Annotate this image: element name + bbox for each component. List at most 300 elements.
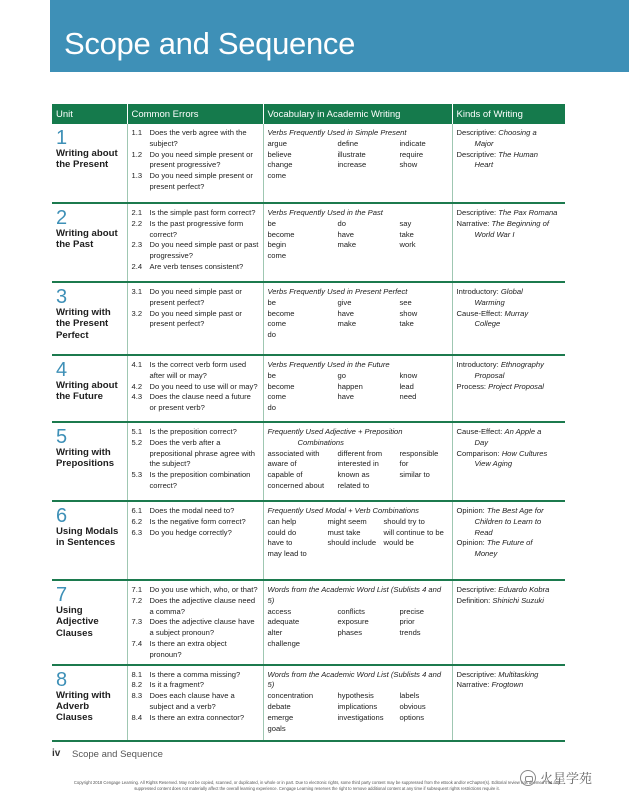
wechat-icon — [520, 770, 536, 786]
error-number: 2.1 — [131, 208, 143, 217]
vocabulary-word: argue — [267, 138, 287, 148]
errors-cell — [127, 355, 263, 422]
vocabulary-word: have — [337, 308, 354, 318]
error-item — [132, 691, 259, 713]
writing-kind — [457, 287, 562, 309]
vocabulary-word — [400, 724, 450, 735]
writing-kind — [457, 208, 562, 219]
vocabulary-word: challenge — [267, 638, 301, 648]
vocabulary-words — [268, 298, 448, 341]
error-number: 8.2 — [131, 680, 143, 690]
error-item — [132, 596, 259, 618]
vocabulary-word: show — [399, 308, 418, 318]
writing-kind-title: Ethnography — [500, 360, 544, 369]
vocabulary-word: could do — [267, 527, 297, 537]
error-text: Do you use which, who, or that? — [149, 585, 258, 594]
error-item — [132, 392, 259, 414]
unit-cell — [52, 124, 127, 203]
writing-kind-title-cont: Heart — [474, 160, 494, 170]
vocabulary-word: would be — [383, 538, 414, 548]
vocabulary-word: happen — [337, 381, 363, 391]
vocabulary-word: make — [337, 319, 357, 329]
writing-kind-label: Descriptive: — [456, 585, 497, 594]
vocabulary-word: for — [399, 459, 409, 469]
errors-cell — [127, 282, 263, 355]
error-item — [132, 617, 259, 639]
error-item — [132, 427, 259, 438]
vocabulary-word: lead — [399, 381, 414, 391]
vocabulary-word: different from — [337, 448, 383, 458]
writing-kind-title-cont: View Aging — [474, 459, 513, 469]
vocabulary-word: aware of — [267, 459, 297, 469]
vocabulary-word — [400, 639, 450, 650]
writing-kind-title: Murray — [504, 308, 529, 318]
writing-kind-title: How Cultures — [501, 448, 548, 458]
page-title: Scope and Sequence — [64, 26, 356, 61]
vocabulary-cell — [263, 665, 452, 741]
vocabulary-word — [338, 171, 400, 182]
writing-kind-title: Project Proposal — [488, 381, 544, 391]
errors-cell — [127, 665, 263, 741]
vocabulary-word — [400, 251, 450, 262]
vocabulary-word — [400, 330, 450, 341]
writing-kind — [457, 538, 562, 560]
column-header-errors: Common Errors — [127, 104, 263, 124]
unit-cell — [52, 665, 127, 741]
kinds-cell — [452, 282, 565, 355]
vocabulary-word: need — [399, 392, 417, 402]
error-text: Do you need to use will or may? — [149, 381, 258, 391]
error-text: Does the verb after a prepositional phrase agree with the subject? — [149, 437, 256, 469]
error-item — [132, 360, 259, 382]
vocabulary-word: come — [267, 171, 287, 181]
vocabulary-cell — [263, 422, 452, 501]
error-text: Is the past progressive form correct? — [149, 218, 244, 239]
error-number: 4.3 — [131, 392, 143, 402]
vocabulary-word: prior — [399, 617, 415, 627]
writing-kind-title-cont: Proposal — [474, 370, 505, 380]
watermark — [520, 768, 592, 787]
unit-cell — [52, 355, 127, 422]
vocabulary-word — [338, 330, 400, 341]
error-item — [132, 470, 259, 492]
error-number: 8.3 — [131, 691, 143, 701]
error-number: 8.4 — [131, 712, 143, 722]
vocabulary-word: require — [399, 149, 424, 159]
vocabulary-words — [268, 371, 448, 414]
table-row — [52, 355, 565, 422]
kinds-cell — [452, 422, 565, 501]
unit-cell — [52, 203, 127, 282]
writing-kind-label: Comparison: — [456, 448, 500, 458]
writing-kind — [457, 427, 562, 449]
unit-title: Using Adjective Clauses — [56, 605, 99, 639]
error-number: 2.2 — [131, 218, 143, 228]
unit-cell — [52, 580, 127, 665]
vocabulary-word: have to — [267, 538, 293, 548]
vocabulary-word: come — [267, 251, 287, 261]
vocabulary-word: illustrate — [337, 149, 366, 159]
writing-kind-title-cont: College — [474, 319, 501, 329]
column-header-unit: Unit — [52, 104, 127, 124]
vocabulary-word: be — [267, 297, 276, 307]
error-text: Do you need simple past or past progressive? — [149, 240, 259, 261]
error-item — [132, 309, 259, 331]
error-number: 5.3 — [131, 470, 143, 480]
vocabulary-word: will continue to be — [383, 527, 444, 537]
vocabulary-word: make — [337, 240, 357, 250]
error-number: 6.3 — [131, 527, 143, 537]
vocabulary-word: give — [337, 297, 352, 307]
error-text: Does the adjective clause need a comma? — [149, 595, 256, 616]
vocabulary-words — [268, 517, 448, 560]
vocabulary-word: related to — [337, 480, 370, 490]
vocabulary-word: have — [337, 229, 354, 239]
page-number: iv — [52, 748, 61, 759]
table-row — [52, 422, 565, 501]
vocabulary-word: believe — [267, 149, 292, 159]
vocabulary-word: see — [399, 297, 412, 307]
error-item — [132, 585, 259, 596]
error-text: Does the verb agree with the subject? — [149, 128, 247, 148]
vocabulary-word: become — [267, 381, 295, 391]
error-item — [132, 713, 259, 724]
writing-kind-label: Process: — [456, 381, 487, 391]
error-item — [132, 528, 259, 539]
writing-kind-title: The Pax Romana — [498, 208, 558, 217]
vocabulary-word: define — [337, 138, 359, 148]
vocabulary-word: must take — [327, 527, 361, 537]
vocabulary-word: responsible — [399, 448, 439, 458]
unit-number: 3 — [56, 286, 68, 308]
error-number: 3.2 — [131, 308, 143, 318]
writing-kind — [457, 449, 562, 471]
unit-title: Writing with Prepositions — [56, 447, 115, 470]
error-number: 6.1 — [131, 506, 143, 515]
unit-title: Writing with Adverb Clauses — [56, 689, 111, 724]
vocabulary-cell — [263, 124, 452, 203]
writing-kind — [457, 309, 562, 331]
writing-kind-title-cont: Warming — [474, 297, 505, 307]
writing-kind-label: Descriptive: — [456, 669, 497, 679]
vocabulary-word: alter — [267, 628, 283, 638]
vocabulary-word — [384, 549, 450, 560]
writing-kind-title: An Apple a — [504, 427, 542, 436]
unit-number: 4 — [56, 359, 68, 381]
kinds-cell — [452, 665, 565, 741]
vocabulary-cell — [263, 203, 452, 282]
vocabulary-word: should try to — [383, 516, 425, 526]
error-text: Is the correct verb form used after will or may? — [149, 360, 247, 380]
error-number: 2.4 — [131, 261, 143, 271]
error-item — [132, 506, 259, 517]
vocabulary-words — [268, 219, 448, 262]
error-text: Does the modal need to? — [149, 506, 235, 515]
vocabulary-word: be — [267, 370, 276, 380]
vocabulary-word: know — [399, 370, 418, 380]
vocabulary-word — [400, 171, 450, 182]
unit-title: Writing about the Future — [56, 380, 118, 403]
vocabulary-word: come — [267, 319, 287, 329]
footer-section-title: Scope and Sequence — [72, 749, 163, 760]
column-header-kinds: Kinds of Writing — [452, 104, 565, 124]
vocabulary-word: investigations — [337, 712, 384, 722]
error-item — [132, 240, 259, 262]
vocabulary-heading: Verbs Frequently Used in the Past — [267, 208, 383, 217]
errors-cell — [127, 124, 263, 203]
vocabulary-cell — [263, 501, 452, 580]
vocabulary-word — [400, 481, 450, 492]
vocabulary-word: take — [399, 319, 414, 329]
error-number: 2.3 — [131, 240, 143, 250]
vocabulary-word: be — [267, 218, 276, 228]
error-number: 5.2 — [131, 437, 143, 447]
vocabulary-word: do — [267, 330, 276, 340]
table-row — [52, 203, 565, 282]
error-number: 3.1 — [131, 287, 143, 296]
writing-kind-title: The Beginning of — [491, 218, 549, 228]
vocabulary-word — [338, 251, 400, 262]
vocabulary-heading: Verbs Frequently Used in the Future — [267, 360, 390, 369]
error-item — [132, 262, 259, 273]
vocabulary-word: similar to — [399, 470, 430, 480]
vocabulary-word — [338, 403, 400, 414]
vocabulary-word: begin — [267, 240, 287, 250]
vocabulary-words — [268, 691, 448, 734]
vocabulary-word: interested in — [337, 459, 379, 469]
error-text: Is it a fragment? — [149, 680, 204, 690]
vocabulary-word: capable of — [267, 470, 303, 480]
error-item — [132, 208, 259, 219]
error-item — [132, 670, 259, 681]
writing-kind-label: Descriptive: — [456, 208, 497, 217]
writing-kind-title-cont: World War I — [474, 229, 515, 239]
error-number: 4.2 — [131, 381, 143, 391]
unit-title: Writing with the Present Perfect — [56, 307, 111, 341]
error-text: Do you need simple present or present progressive? — [149, 149, 253, 170]
errors-cell — [127, 580, 263, 665]
vocabulary-word: known as — [337, 470, 370, 480]
writing-kind-label: Narrative: — [456, 218, 490, 228]
writing-kind-title-cont: Children to Learn to Read — [474, 516, 542, 537]
unit-title: Writing about the Past — [56, 228, 118, 251]
writing-kind-title: The Human — [498, 149, 538, 159]
vocabulary-word: might seem — [327, 516, 367, 526]
vocabulary-heading: Frequently Used Adjective + Preposition — [267, 427, 403, 436]
vocabulary-word: associated with — [267, 448, 320, 458]
table-row — [52, 665, 565, 741]
vocabulary-word: hypothesis — [337, 691, 374, 701]
error-text: Is there a comma missing? — [149, 669, 241, 679]
error-number: 1.1 — [131, 128, 143, 137]
writing-kind-label: Introductory: — [456, 287, 499, 296]
table-row — [52, 282, 565, 355]
error-text: Do you need simple present or present perfect? — [149, 171, 253, 191]
errors-cell — [127, 422, 263, 501]
writing-kind-label: Definition: — [456, 595, 491, 605]
writing-kind-label: Opinion: — [456, 506, 485, 515]
kinds-cell — [452, 203, 565, 282]
error-number: 6.2 — [131, 516, 143, 526]
table-header-row — [52, 104, 565, 124]
vocabulary-word: should include — [327, 538, 377, 548]
vocabulary-word: become — [267, 229, 295, 239]
table-row — [52, 580, 565, 665]
vocabulary-word: take — [399, 229, 414, 239]
writing-kind — [457, 680, 562, 691]
writing-kind-title: The Future of — [486, 538, 533, 548]
watermark-text: 火星学苑 — [540, 771, 593, 786]
error-item — [132, 128, 259, 150]
kinds-cell — [452, 501, 565, 580]
vocabulary-word: trends — [399, 628, 421, 638]
writing-kind-title-cont: Money — [474, 549, 498, 559]
writing-kind — [457, 670, 562, 681]
header-banner — [50, 0, 629, 72]
error-number: 8.1 — [131, 669, 143, 679]
vocabulary-word — [338, 724, 400, 735]
writing-kind — [457, 128, 562, 150]
vocabulary-words — [268, 139, 448, 182]
vocabulary-word — [338, 639, 400, 650]
error-number: 7.2 — [131, 595, 143, 605]
vocabulary-cell — [263, 355, 452, 422]
scope-sequence-table — [52, 104, 565, 742]
vocabulary-word: show — [399, 160, 418, 170]
vocabulary-word: emerge — [267, 712, 294, 722]
vocabulary-word: go — [337, 370, 346, 380]
vocabulary-word: change — [267, 160, 293, 170]
unit-title: Using Modals in Sentences — [56, 526, 119, 549]
writing-kind — [457, 506, 562, 538]
copyright-notice: Copyright 2018 Cengage Learning. All Rights Reserved. May not be copied, scanned, or duplicated, in whole or in part. Due to electronic rights, some third party content may be suppressed from the eBook and/or eChapter(s). Editorial review has deemed that any suppressed content does not materially affect the overall learning experience. Cengage Learning reserves the right to remove additional content at any time if subsequent rights restrictions require it. — [73, 780, 561, 791]
writing-kind — [457, 219, 562, 241]
writing-kind — [457, 596, 562, 607]
writing-kind — [457, 360, 562, 382]
vocabulary-words — [268, 449, 448, 492]
errors-cell — [127, 203, 263, 282]
vocabulary-word: may lead to — [267, 549, 307, 559]
vocabulary-word: have — [337, 392, 354, 402]
error-number: 7.1 — [131, 585, 143, 594]
kinds-cell — [452, 124, 565, 203]
writing-kind-title: Frogtown — [491, 680, 524, 690]
vocabulary-word: say — [399, 218, 412, 228]
error-item — [132, 680, 259, 691]
vocabulary-word: come — [267, 392, 287, 402]
error-number: 4.1 — [131, 360, 143, 369]
vocabulary-word: do — [267, 403, 276, 413]
error-text: Does the clause need a future or present verb? — [149, 392, 251, 413]
vocabulary-word: debate — [267, 701, 291, 711]
kinds-cell — [452, 580, 565, 665]
writing-kind — [457, 382, 562, 393]
error-number: 7.3 — [131, 617, 143, 627]
error-number: 5.1 — [131, 427, 143, 436]
unit-number: 2 — [56, 207, 68, 229]
vocabulary-heading: Verbs Frequently Used in Simple Present — [267, 128, 407, 137]
writing-kind-title-cont: Day — [474, 437, 489, 447]
error-item — [132, 438, 259, 470]
error-text: Does each clause have a subject and a verb? — [149, 691, 235, 711]
writing-kind-label: Narrative: — [456, 680, 490, 690]
unit-cell — [52, 282, 127, 355]
vocabulary-word: can help — [267, 516, 297, 526]
error-text: Do you hedge correctly? — [149, 527, 232, 537]
writing-kind-label: Descriptive: — [456, 128, 497, 137]
error-item — [132, 171, 259, 193]
vocabulary-cell — [263, 580, 452, 665]
vocabulary-words — [268, 607, 448, 650]
vocabulary-word: precise — [399, 606, 424, 616]
vocabulary-word: work — [399, 240, 416, 250]
unit-cell — [52, 422, 127, 501]
column-header-vocabulary: Vocabulary in Academic Writing — [263, 104, 452, 124]
errors-cell — [127, 501, 263, 580]
error-text: Is the preposition correct? — [149, 427, 237, 436]
vocabulary-word: concerned about — [267, 480, 325, 490]
vocabulary-heading: Words from the Academic Word List (Sublists 4 and 5) — [267, 669, 442, 690]
vocabulary-word: concentration — [267, 691, 314, 701]
error-item — [132, 382, 259, 393]
unit-cell — [52, 501, 127, 580]
writing-kind-title: Global — [500, 287, 523, 296]
writing-kind — [457, 585, 562, 596]
error-text: Does the adjective clause have a subject pronoun? — [149, 617, 255, 638]
error-number: 7.4 — [131, 638, 143, 648]
vocabulary-word: conflicts — [337, 606, 365, 616]
writing-kind-title: Multitasking — [498, 669, 539, 679]
vocabulary-word: exposure — [337, 617, 369, 627]
error-text: Do you need simple past or present perfect? — [149, 308, 242, 329]
vocabulary-heading-cont: Combinations — [297, 437, 344, 447]
error-text: Is there an extra connector? — [149, 712, 245, 722]
vocabulary-word: do — [337, 218, 346, 228]
error-number: 1.2 — [131, 149, 143, 159]
writing-kind-label: Introductory: — [456, 360, 499, 369]
vocabulary-word — [400, 403, 450, 414]
writing-kind-title: Choosing a — [498, 128, 537, 137]
writing-kind-label: Descriptive: — [456, 149, 497, 159]
table-row — [52, 124, 565, 203]
unit-number: 5 — [56, 426, 68, 448]
kinds-cell — [452, 355, 565, 422]
vocabulary-word — [328, 549, 384, 560]
unit-number: 6 — [56, 505, 68, 527]
error-text: Is the preposition combination correct? — [149, 470, 251, 490]
writing-kind-title: The Best Age for — [486, 506, 544, 515]
error-text: Are verb tenses consistent? — [149, 261, 244, 271]
error-item — [132, 219, 259, 241]
vocabulary-word: options — [399, 712, 424, 722]
vocabulary-cell — [263, 282, 452, 355]
vocabulary-heading: Words from the Academic Word List (Sublists 4 and 5) — [267, 585, 442, 605]
writing-kind-label: Cause-Effect: — [456, 308, 503, 318]
writing-kind-label: Cause-Effect: — [456, 427, 503, 436]
error-number: 1.3 — [131, 171, 143, 181]
vocabulary-word: implications — [337, 701, 378, 711]
vocabulary-word: obvious — [399, 701, 426, 711]
table-row — [52, 501, 565, 580]
vocabulary-word: access — [267, 606, 292, 616]
vocabulary-word: adequate — [267, 617, 300, 627]
unit-title: Writing about the Present — [56, 148, 118, 171]
error-item — [132, 517, 259, 528]
writing-kind-title: Eduardo Kobra — [498, 585, 550, 594]
vocabulary-word: goals — [267, 723, 286, 733]
vocabulary-word: increase — [337, 160, 367, 170]
vocabulary-word: labels — [399, 691, 420, 701]
